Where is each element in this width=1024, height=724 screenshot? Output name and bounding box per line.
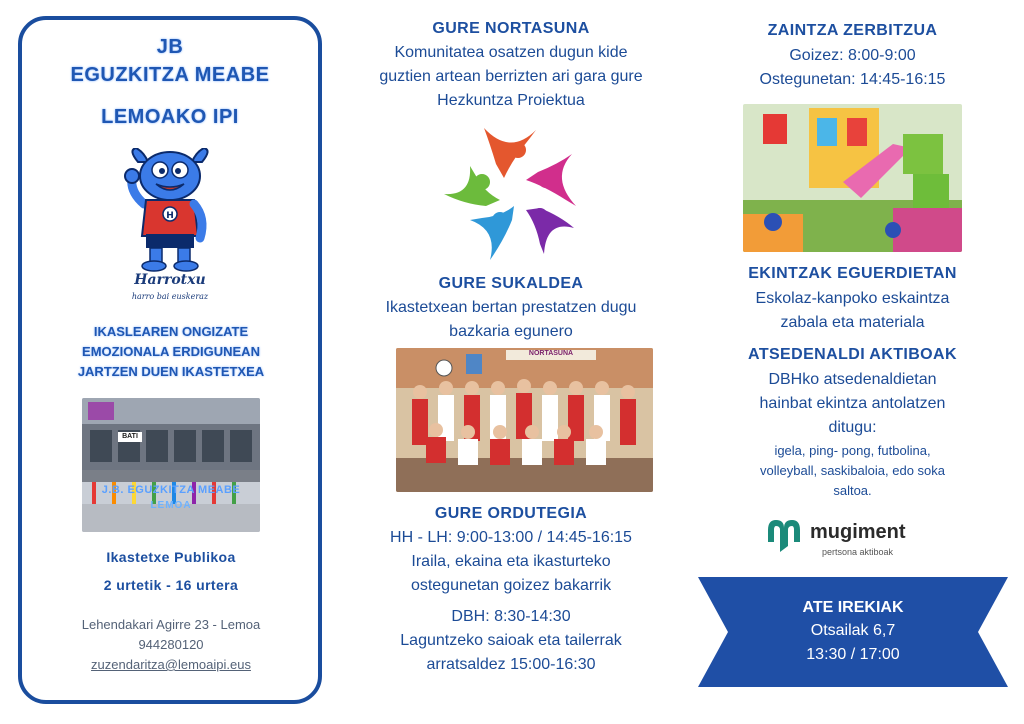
care-title: ZAINTZA ZERBITZUA	[767, 22, 938, 39]
building-sign: BATI	[122, 433, 138, 440]
age-range: 2 urtetik - 16 urtera	[103, 577, 239, 593]
mission-line-1: IKASLEAREN ONGIZATE	[93, 324, 249, 339]
care-line-2: Ostegunetan: 14:45-16:15	[759, 71, 946, 88]
noon-line-1: Eskolaz-kanpoko eskaintza	[755, 290, 950, 307]
kitchen-staff-photo	[396, 348, 653, 492]
mission-line-2: EMOZIONALA ERDIGUNEAN	[82, 344, 260, 359]
kitchen-photo-sign: NORTASUNA	[528, 350, 574, 357]
playroom-photo	[743, 104, 962, 252]
building-text-2: LEMOA	[150, 500, 192, 511]
breaks-line-3: ditugu:	[828, 419, 877, 436]
breaks-line-2: hainbat ekintza antolatzen	[759, 395, 946, 412]
banner-times: 13:30 / 17:00	[806, 646, 900, 663]
school-type: Ikastetxe Publikoa	[106, 549, 236, 565]
building-text-1: J.B. EGUZKITZA MEABE	[101, 484, 241, 496]
banner-title: ATE IREKIAK	[802, 599, 904, 616]
breaks-line-1: DBHko atsedenaldietan	[768, 371, 937, 388]
address: Lehendakari Agirre 23 - Lemoa	[81, 617, 261, 632]
schedule-line-1: HH - LH: 9:00-13:00 / 14:45-16:15	[390, 529, 632, 546]
breaks-small-2: volleyball, saskibaloia, edo soka	[760, 463, 945, 478]
schedule-line-3: ostegunetan goizez bakarrik	[410, 577, 612, 594]
mugiment-logo	[764, 516, 804, 556]
kitchen-title: GURE SUKALDEA	[438, 275, 584, 292]
breaks-small-3: saltoa.	[833, 483, 872, 498]
breaks-title: ATSEDENALDI AKTIBOAK	[748, 346, 957, 363]
email-link[interactable]: zuzendaritza@lemoaipi.eus	[91, 657, 251, 672]
kitchen-line-2: bazkaria egunero	[449, 323, 573, 340]
mascot-tagline: harro bai euskeraz	[131, 292, 209, 301]
banner-dates: Otsailak 6,7	[810, 622, 896, 639]
identity-title: GURE NORTASUNA	[432, 20, 590, 37]
svg-text:H: H	[166, 211, 174, 221]
care-line-1: Goizez: 8:00-9:00	[789, 47, 916, 64]
school-subtitle: LEMOAKO IPI	[101, 106, 239, 128]
identity-line-2: guztien artean berrizten ari gara gure	[379, 68, 643, 85]
mascot-name: Harrotxu	[134, 272, 206, 288]
school-title-line1: JB	[156, 36, 184, 58]
phone: 944280120	[138, 637, 204, 652]
noon-title: EKINTZAK EGUERDIETAN	[748, 265, 957, 282]
identity-line-1: Komunitatea osatzen dugun kide	[394, 44, 628, 61]
breaks-small-1: igela, ping- pong, futbolina,	[774, 443, 931, 458]
school-building-photo	[82, 398, 260, 532]
mission-line-3: JARTZEN DUEN IKASTETXEA	[77, 364, 265, 379]
schedule-line-2: Iraila, ekaina eta ikasturteko	[411, 553, 611, 570]
noon-line-2: zabala eta materiala	[780, 314, 925, 331]
community-figures-logo	[440, 120, 585, 265]
schedule-title: GURE ORDUTEGIA	[434, 505, 588, 522]
dbh-line-1: DBH: 8:30-14:30	[451, 608, 571, 625]
school-title-line2: EGUZKITZA MEABE	[70, 64, 270, 86]
kitchen-line-1: Ikastetxean bertan prestatzen dugu	[385, 299, 637, 316]
mugiment-name: mugiment	[810, 521, 906, 543]
mugiment-tagline: pertsona aktiboak	[822, 547, 894, 557]
dbh-line-3: arratsaldez 15:00-16:30	[426, 656, 596, 673]
dbh-line-2: Laguntzeko saioak eta tailerrak	[400, 632, 622, 649]
identity-line-3: Hezkuntza Proiektua	[437, 92, 585, 109]
